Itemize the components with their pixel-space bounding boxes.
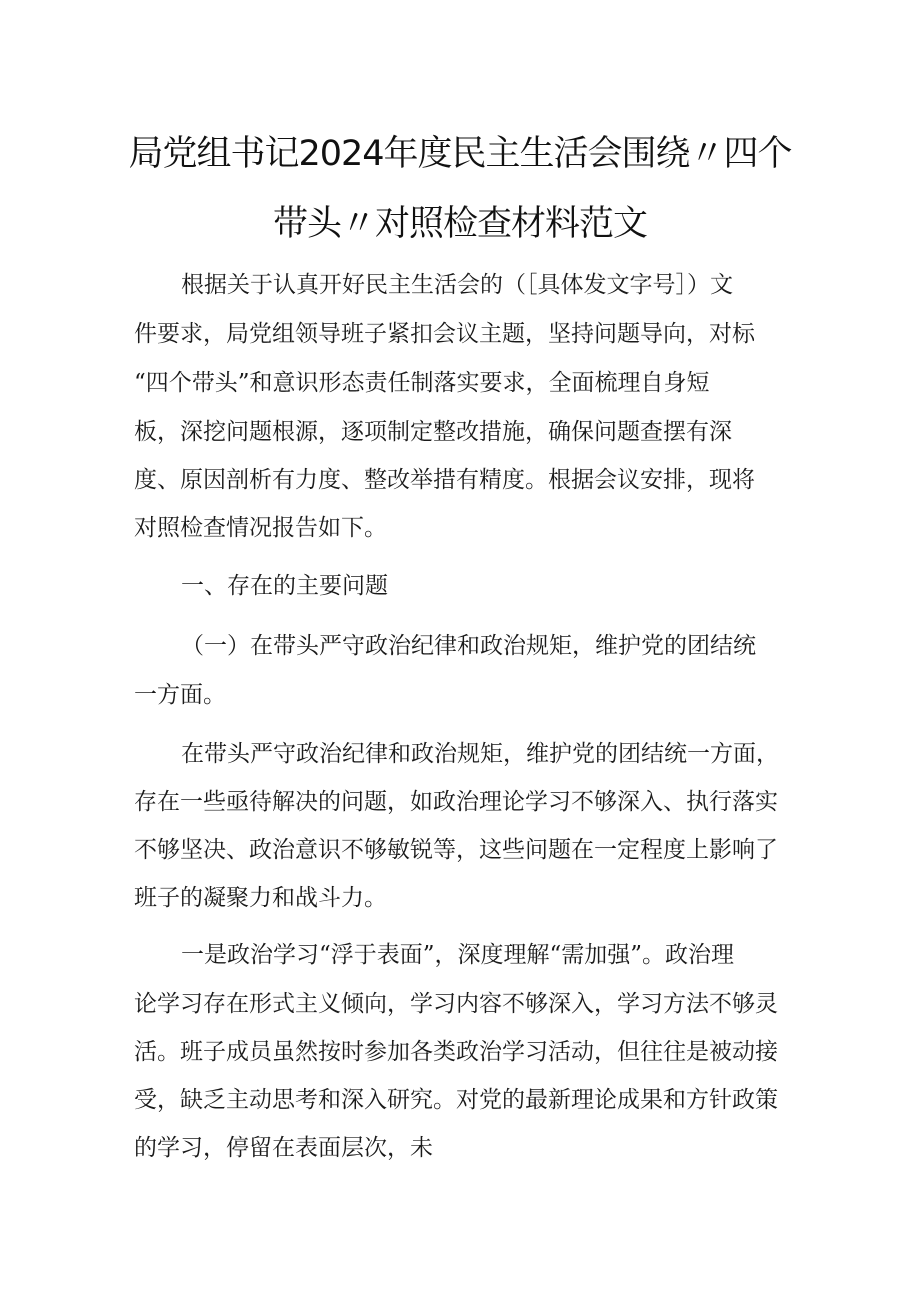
- para3-line-5: 的学习，停留在表面层次，未: [134, 1135, 433, 1161]
- para3-line-1: 一是政治学习“浮于表面”，深度理解“需加强”。政治理: [181, 942, 735, 968]
- document-title-line-2: 带头〃对照检查材料范文: [272, 204, 647, 244]
- section-heading: 一、存在的主要问题: [181, 573, 388, 599]
- para2-line-4: 班子的凝聚力和战斗力。: [134, 885, 387, 911]
- para3-line-3: 活。班子成员虽然按时参加各类政治学习活动，但往往是被动接: [134, 1039, 778, 1065]
- subsection-heading-line-2: 一方面。: [134, 682, 226, 708]
- intro-line-5: 度、原因剖析有力度、整改举措有精度。根据会议安排，现将: [134, 467, 755, 493]
- intro-line-4: 板，深挖问题根源，逐项制定整改措施，确保问题查摆有深: [134, 419, 732, 445]
- para2-line-1: 在带头严守政治纪律和政治规矩，维护党的团结统一方面，: [181, 741, 779, 767]
- intro-line-6: 对照检查情况报告如下。: [134, 515, 387, 541]
- intro-line-1: 根据关于认真开好民主生活会的（［具体发文字号］）文: [181, 272, 733, 298]
- para3-line-4: 受，缺乏主动思考和深入研究。对党的最新理论成果和方针政策: [134, 1087, 778, 1113]
- subsection-heading-line-1: （一）在带头严守政治纪律和政治规矩，维护党的团结统: [181, 633, 756, 659]
- intro-line-2: 件要求，局党组领导班子紧扣会议主题，坚持问题导向，对标: [134, 321, 755, 347]
- document-title-line-1: 局党组书记2024年度民主生活会围绕〃四个: [128, 134, 792, 174]
- para2-line-2: 存在一些亟待解决的问题，如政治理论学习不够深入、执行落实: [134, 789, 778, 815]
- para2-line-3: 不够坚决、政治意识不够敏锐等，这些问题在一定程度上影响了: [134, 837, 778, 863]
- para3-line-2: 论学习存在形式主义倾向，学习内容不够深入，学习方法不够灵: [134, 991, 778, 1017]
- intro-line-3: “四个带头”和意识形态责任制落实要求，全面梳理自身短: [134, 370, 710, 396]
